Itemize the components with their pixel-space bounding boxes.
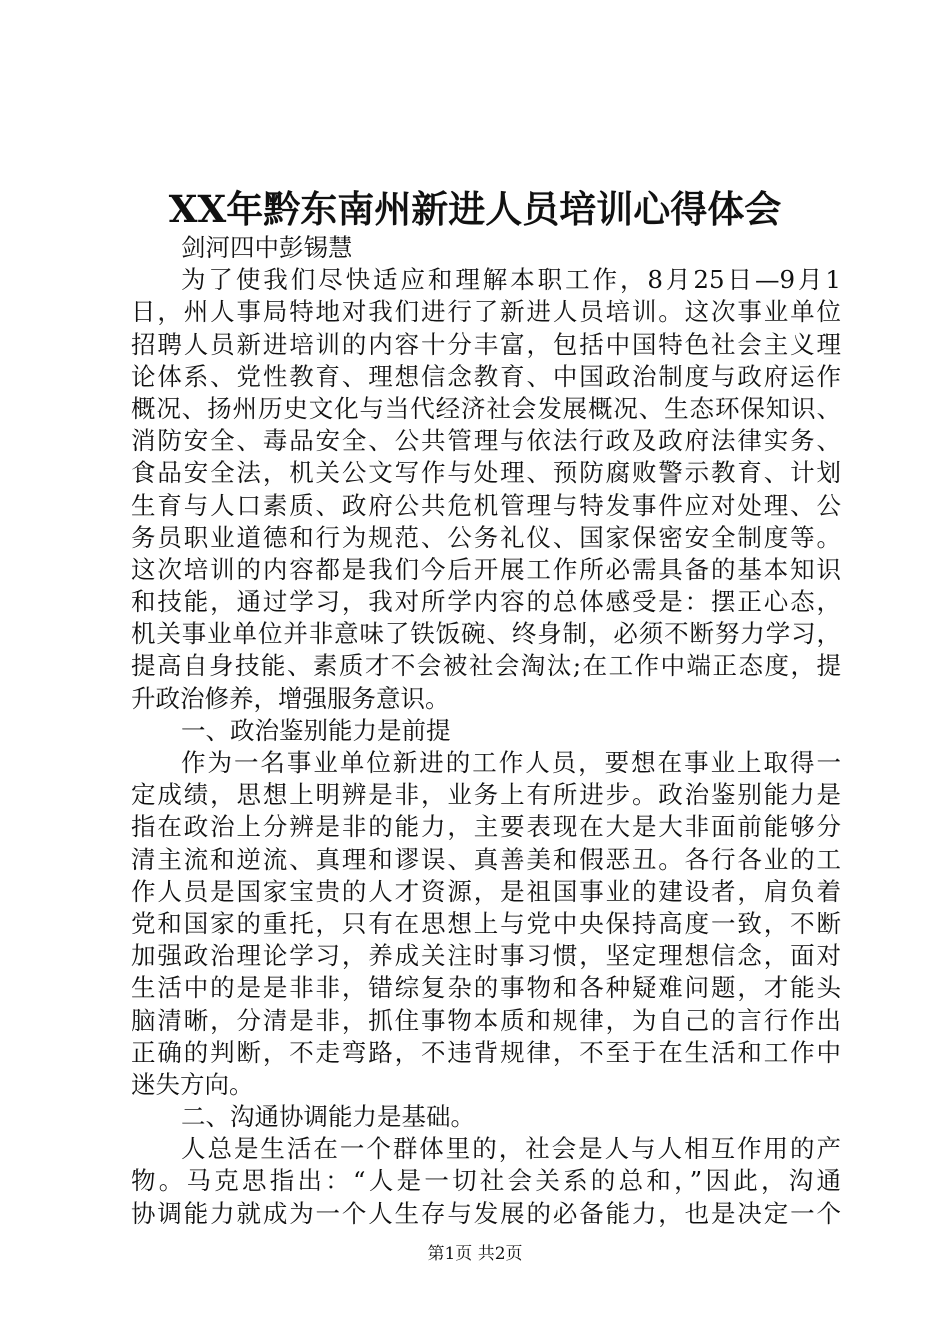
- body-line: 作人员是国家宝贵的人才资源，是祖国事业的建设者，肩负着: [131, 876, 841, 906]
- body-line: 消防安全、毒品安全、公共管理与依法行政及政府法律实务、: [131, 426, 841, 456]
- body-line: 日，州人事局特地对我们进行了新进人员培训。这次事业单位: [131, 297, 841, 327]
- body-line: 迷失方向。: [131, 1069, 254, 1099]
- body-line: 为了使我们尽快适应和理解本职工作，8月25日—9月1: [181, 265, 841, 295]
- document-title: XX年黔东南州新进人员培训心得体会: [168, 187, 782, 231]
- body-line: 论体系、党性教育、理想信念教育、中国政治制度与政府运作: [131, 361, 841, 391]
- body-line: 这次培训的内容都是我们今后开展工作所必需具备的基本知识: [131, 554, 841, 584]
- body-line: 生活中的是是非非，错综复杂的事物和各种疑难问题，才能头: [131, 973, 841, 1003]
- body-line: 提高自身技能、素质才不会被社会淘汰;在工作中端正态度，提: [131, 651, 841, 681]
- section-heading: 二、沟通协调能力是基础。: [181, 1102, 475, 1132]
- document-body: [131, 232, 841, 1230]
- byline: 剑河四中彭锡慧: [181, 233, 353, 262]
- section-heading: 一、政治鉴别能力是前提: [181, 715, 451, 745]
- page-footer: 第1页 共2页: [427, 1244, 523, 1264]
- body-line: 加强政治理论学习，养成关注时事习惯，坚定理想信念，面对: [131, 941, 841, 971]
- body-line: 概况、扬州历史文化与当代经济社会发展概况、生态环保知识、: [131, 393, 841, 423]
- body-line: 招聘人员新进培训的内容十分丰富，包括中国特色社会主义理: [131, 329, 841, 359]
- body-line: 和技能，通过学习，我对所学内容的总体感受是：摆正心态，: [131, 587, 841, 617]
- body-line: 生育与人口素质、政府公共危机管理与特发事件应对处理、公: [131, 490, 841, 520]
- body-line: 正确的判断，不走弯路，不违背规律，不至于在生活和工作中: [131, 1037, 841, 1067]
- body-line: 务员职业道德和行为规范、公务礼仪、国家保密安全制度等。: [131, 522, 841, 552]
- body-line: 人总是生活在一个群体里的，社会是人与人相互作用的产: [181, 1134, 841, 1164]
- body-line: 脑清晰，分清是非，抓住事物本质和规律，为自己的言行作出: [131, 1005, 841, 1035]
- body-line: 定成绩，思想上明辨是非，业务上有所进步。政治鉴别能力是: [131, 780, 841, 810]
- body-line: 作为一名事业单位新进的工作人员，要想在事业上取得一: [181, 748, 841, 777]
- body-line: 清主流和逆流、真理和谬误、真善美和假恶丑。各行各业的工: [131, 844, 841, 874]
- body-line: 食品安全法，机关公文写作与处理、预防腐败警示教育、计划: [131, 458, 841, 488]
- body-line: 指在政治上分辨是非的能力，主要表现在大是大非面前能够分: [131, 812, 841, 842]
- body-line: 物。马克思指出：“人是一切社会关系的总和，”因此，沟通: [131, 1166, 841, 1196]
- body-line: 升政治修养，增强服务意识。: [131, 683, 450, 713]
- body-line: 机关事业单位并非意味了铁饭碗、终身制，必须不断努力学习，: [131, 619, 841, 649]
- body-line: 党和国家的重托，只有在思想上与党中央保持高度一致，不断: [131, 908, 841, 938]
- body-line: 协调能力就成为一个人生存与发展的必备能力，也是决定一个: [131, 1198, 841, 1228]
